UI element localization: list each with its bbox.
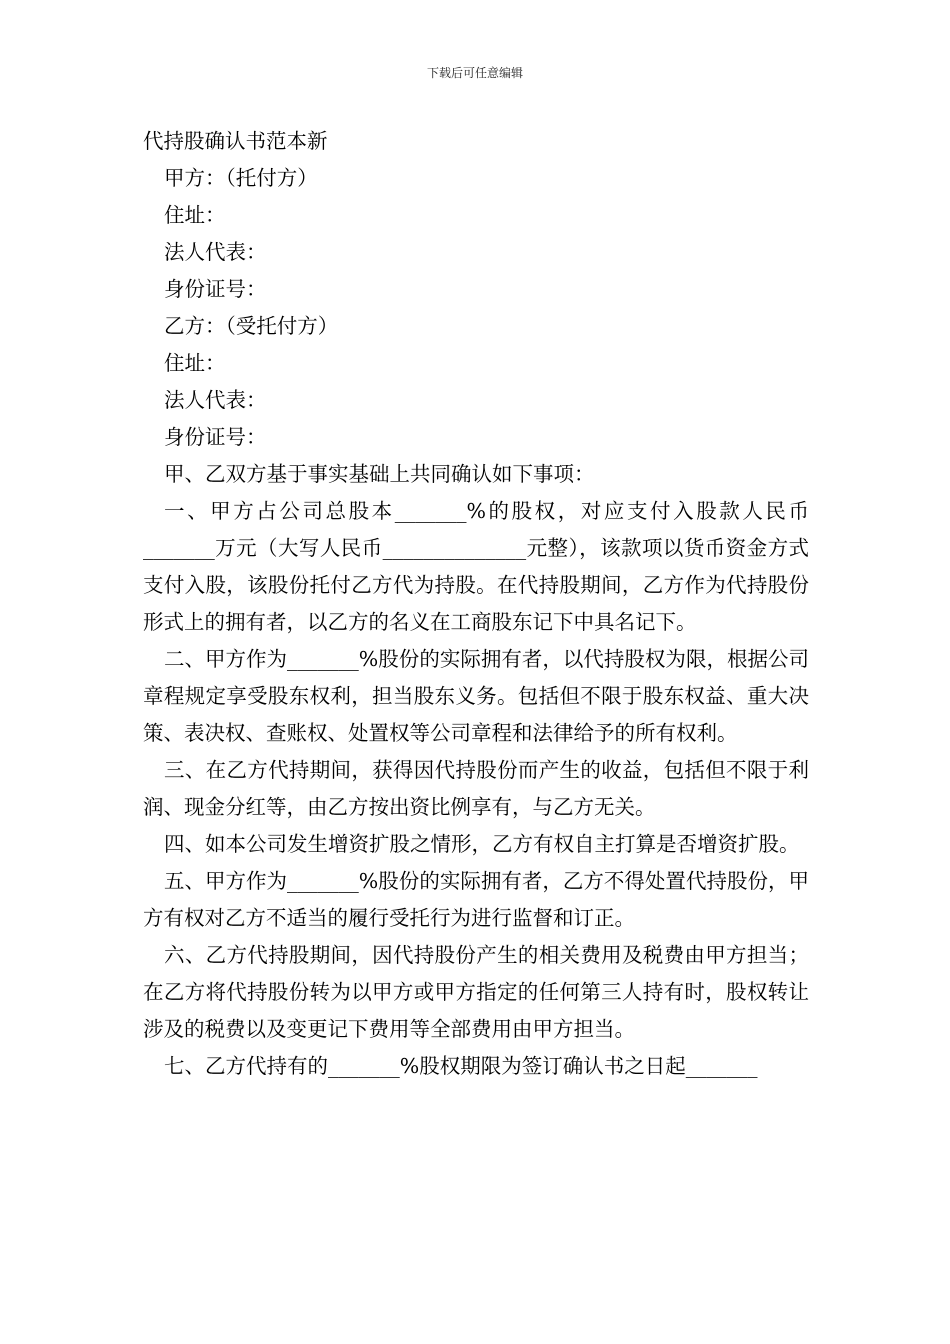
intro-paragraph: 甲、乙双方基于事实基础上共同确认如下事项： bbox=[164, 462, 595, 486]
clause-7: 七、乙方代持有的_______%股权期限为签订确认书之日起_______ bbox=[164, 1054, 758, 1078]
clause-5: 五、甲方作为_______%股份的实际拥有者，乙方不得处置代持股份，甲方有权对乙方不适当的履行受托行为进行监督和订正。 bbox=[143, 869, 809, 930]
party-b-id-number: 身份证号： bbox=[164, 425, 267, 449]
clause-6: 六、乙方代持股期间，因代持股份产生的相关费用及税费由甲方担当；在乙方将代持股份转为以甲方或甲方指定的任何第三人持有时，股权转让涉及的税费以及变更记下费用等全部费用由甲方担当。 bbox=[143, 943, 809, 1041]
party-a-representative: 法人代表： bbox=[164, 240, 267, 264]
clause-1: 一、甲方占公司总股本_______%的股权，对应支付入股款人民币_______万元（大写人民币______________元整），该款项以货币资金方式支付入股，该股份托付乙方代为持股。在代持股期间，乙方作为代持股份形式上的拥有者，以乙方的名义在工商股东记下中具名记下。 bbox=[143, 499, 809, 634]
party-a-address: 住址： bbox=[164, 203, 226, 227]
clause-2: 二、甲方作为_______%股份的实际拥有者，以代持股权为限，根据公司章程规定享受股东权利，担当股东义务。包括但不限于股东权益、重大决策、表决权、查账权、处置权等公司章程和法律给予的所有权利。 bbox=[143, 647, 809, 745]
party-b-label: 乙方：（受托付方） bbox=[164, 314, 339, 338]
page-header-note: 下载后可任意编辑 bbox=[426, 66, 523, 80]
document-body bbox=[143, 123, 809, 1085]
party-b-address: 住址： bbox=[164, 351, 226, 375]
clause-3: 三、在乙方代持期间，获得因代持股份而产生的收益，包括但不限于利润、现金分红等，由乙方按出资比例享有，与乙方无关。 bbox=[143, 758, 809, 819]
clause-4: 四、如本公司发生增资扩股之情形，乙方有权自主打算是否增资扩股。 bbox=[164, 832, 800, 856]
party-b-representative: 法人代表： bbox=[164, 388, 267, 412]
document-title: 代持股确认书范本新 bbox=[143, 129, 328, 153]
party-a-label: 甲方：（托付方） bbox=[164, 166, 318, 190]
party-a-id-number: 身份证号： bbox=[164, 277, 267, 301]
